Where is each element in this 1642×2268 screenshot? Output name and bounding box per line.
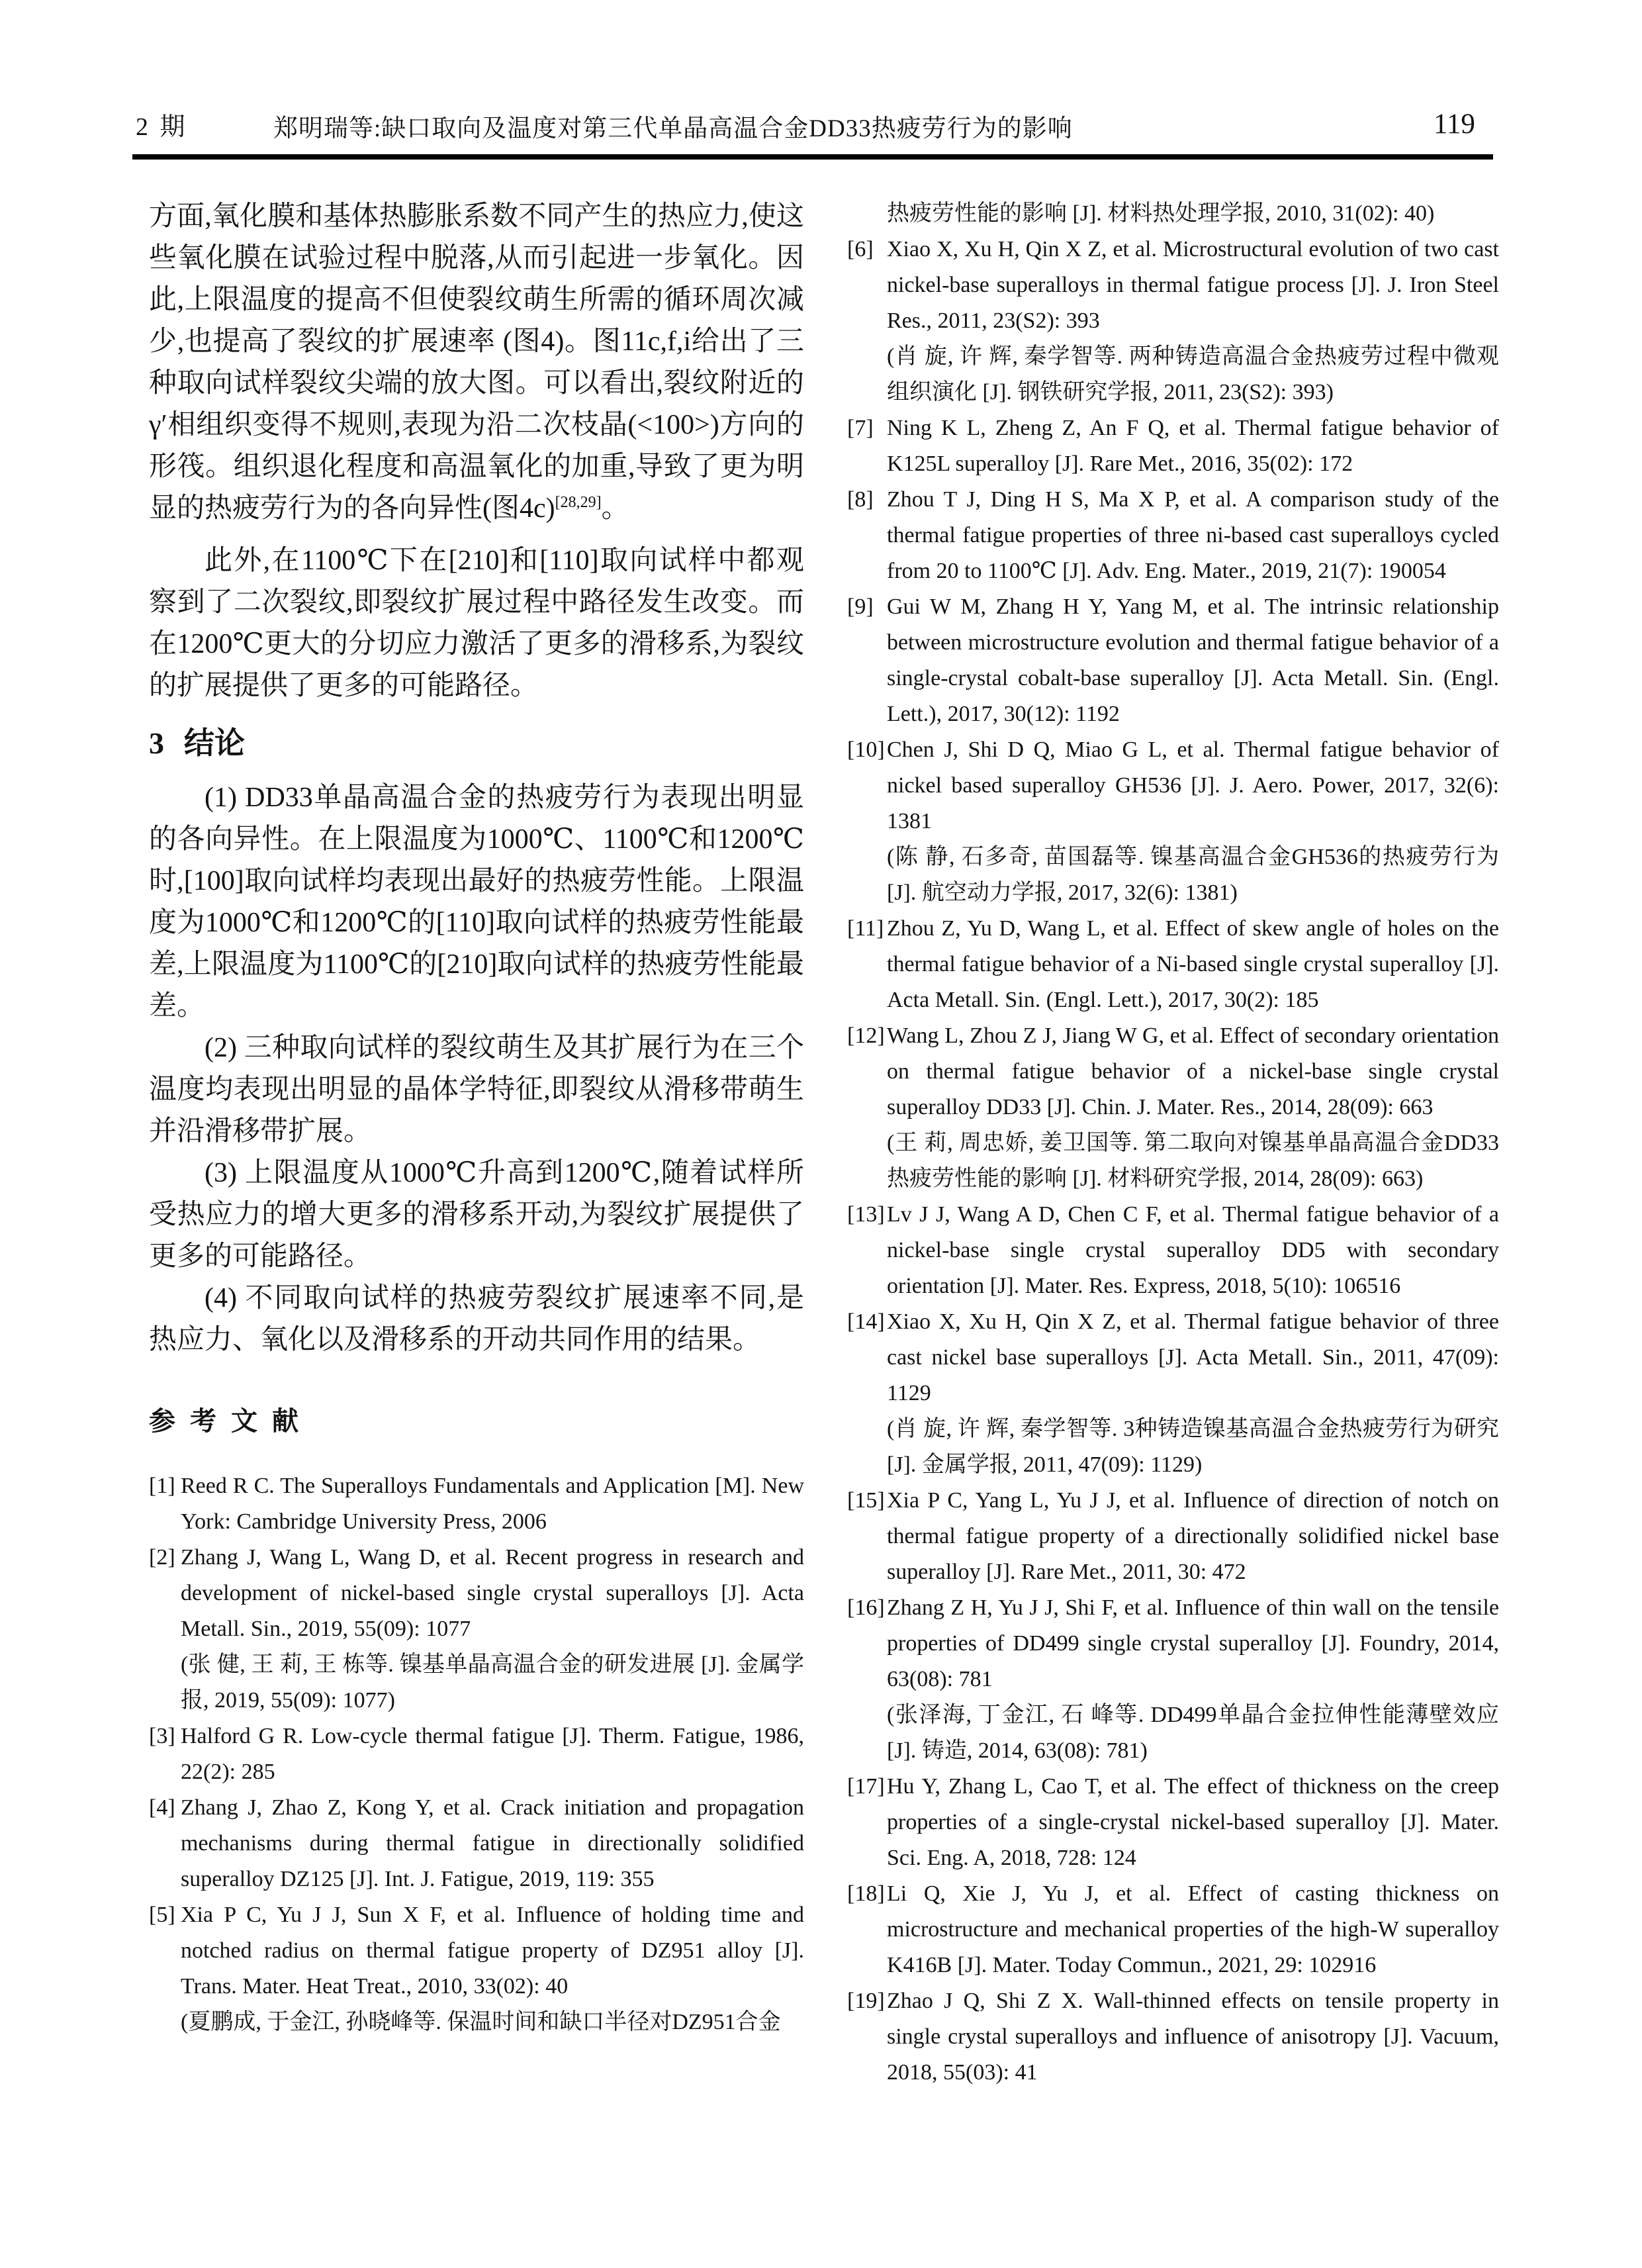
reference-label: [16] — [847, 1595, 885, 1620]
reference-item-12 — [847, 1018, 1499, 1197]
section-heading-conclusions — [149, 720, 804, 767]
conclusion-item-2: (2) 三种取向试样的裂纹萌生及其扩展行为在三个温度均表现出明显的晶体学特征,即裂纹从滑移带萌生并沿滑移带扩展。 — [149, 1033, 804, 1147]
reference-label: [11] — [847, 916, 884, 941]
reference-text-cn: (张泽海, 丁金江, 石 峰等. DD499单晶合金拉伸性能薄壁效应 [J]. 铸造, 2014, 63(08): 781) — [887, 1703, 1499, 1763]
reference-text: Zhao J Q, Shi Z X. Wall-thinned effects on tensile property in single crystal superalloys and influence of anisotropy [J]. Vacuum, 2018, 55(03): 41 — [887, 1989, 1499, 2085]
reference-text-cn: (夏鹏成, 于金江, 孙晓峰等. 保温时间和缺口半径对DZ951合金 — [181, 2010, 781, 2034]
body-paragraph-1 — [149, 196, 804, 530]
conclusion-item-4: (4) 不同取向试样的热疲劳裂纹扩展速率不同,是热应力、氧化以及滑移系的开动共同作用的结果。 — [149, 1283, 804, 1355]
reference-text: Reed R C. The Superalloys Fundamentals and Application [M]. New York: Cambridge University Press, 2006 — [181, 1474, 804, 1534]
reference-item-3 — [149, 1719, 804, 1790]
paragraph-1-ending: 。 — [601, 493, 629, 524]
reference-text: Lv J J, Wang A D, Chen C F, et al. Thermal fatigue behavior of a nickel-base single crystal superalloy DD5 with secondary orientation [J]. Mater. Res. Express, 2018, 5(10): 106516 — [887, 1202, 1499, 1298]
citation-superscript: [28,29] — [555, 494, 602, 511]
reference-item-4 — [149, 1790, 804, 1897]
reference-text: Zhang Z H, Yu J J, Shi F, et al. Influence of thin wall on the tensile properties of DD499 single crystal superalloy [J]. Foundry, 2014, 63(08): 781 — [887, 1595, 1499, 1691]
reference-text-cn: (肖 旋, 许 辉, 秦学智等. 两种铸造高温合金热疲劳过程中微观组织演化 [J]. 钢铁研究学报, 2011, 23(S2): 393) — [887, 344, 1499, 404]
left-column — [149, 196, 804, 2040]
reference-item-9 — [847, 589, 1499, 732]
reference-label: [3] — [149, 1724, 175, 1748]
reference-label: [13] — [847, 1202, 885, 1227]
conclusion-item-3: (3) 上限温度从1000℃升高到1200℃,随着试样所受热应力的增大更多的滑移系开动,为裂纹扩展提供了更多的可能路径。 — [149, 1158, 804, 1272]
reference-item-16 — [847, 1590, 1499, 1769]
reference-list-left — [149, 1468, 804, 2040]
reference-label: [5] — [149, 1903, 175, 1927]
reference-text-cn: (肖 旋, 许 辉, 秦学智等. 3种铸造镍基高温合金热疲劳行为研究 [J]. 金属学报, 2011, 47(09): 1129) — [887, 1417, 1499, 1477]
header-rule — [132, 154, 1493, 160]
reference-item-14 — [847, 1304, 1499, 1483]
reference-item-8 — [847, 482, 1499, 589]
reference-item-2 — [149, 1540, 804, 1719]
reference-item-7 — [847, 410, 1499, 482]
reference-text: Zhang J, Zhao Z, Kong Y, et al. Crack initiation and propagation mechanisms during thermal fatigue in directionally solidified superalloy DZ125 [J]. Int. J. Fatigue, 2019, 119: 355 — [181, 1795, 804, 1891]
references-heading: 参 考 文 献 — [149, 1406, 302, 1436]
reference-item-6 — [847, 232, 1499, 410]
reference-text: Hu Y, Zhang L, Cao T, et al. The effect of thickness on the creep properties of a single-crystal nickel-based superalloy [J]. Mater. Sci. Eng. A, 2018, 728: 124 — [887, 1774, 1499, 1870]
reference-label: [9] — [847, 594, 874, 619]
reference-text: Wang L, Zhou Z J, Jiang W G, et al. Effect of secondary orientation on thermal fatigue behavior of a nickel-base single crystal superalloy DD33 [J]. Chin. J. Mater. Res., 2014, 28(09): 663 — [887, 1023, 1499, 1119]
reference-item-18 — [847, 1876, 1499, 1983]
reference-5-continuation: 热疲劳性能的影响 [J]. 材料热处理学报, 2010, 31(02): 40) — [887, 201, 1435, 226]
body-paragraph-2: 此外,在1100℃下在[210]和[110]取向试样中都观察到了二次裂纹,即裂纹扩展过程中路径发生改变。而在1200℃更大的分切应力激活了更多的滑移系,为裂纹的扩展提供了更多的可能路径。 — [149, 545, 804, 701]
right-column — [847, 196, 1499, 2091]
reference-text-cn: (陈 静, 石多奇, 苗国磊等. 镍基高温合金GH536的热疲劳行为 [J]. 航空动力学报, 2017, 32(6): 1381) — [887, 845, 1499, 905]
section-number: 3 — [149, 726, 164, 760]
reference-label: [8] — [847, 487, 874, 512]
reference-label: [1] — [149, 1474, 175, 1498]
reference-text: Ning K L, Zheng Z, An F Q, et al. Thermal fatigue behavior of K125L superalloy [J]. Rare Met., 2016, 35(02): 172 — [887, 416, 1499, 476]
reference-label: [19] — [847, 1989, 885, 2013]
reference-label: [17] — [847, 1774, 885, 1799]
reference-label: [10] — [847, 737, 885, 762]
reference-text: Chen J, Shi D Q, Miao G L, et al. Thermal fatigue behavior of nickel based superalloy GH536 [J]. J. Aero. Power, 2017, 32(6): 1381 — [887, 737, 1499, 833]
reference-text: Gui W M, Zhang H Y, Yang M, et al. The intrinsic relationship between microstructure evolution and thermal fatigue behavior of a single-crystal cobalt-base superalloy [J]. Acta Metall. Sin. (Engl. Lett.), 2017, 30(12): 1192 — [887, 594, 1499, 726]
reference-text: Xiao X, Xu H, Qin X Z, et al. Thermal fatigue behavior of three cast nickel base superalloys [J]. Acta Metall. Sin., 2011, 47(09): 1129 — [887, 1309, 1499, 1405]
reference-item-17 — [847, 1769, 1499, 1876]
reference-label: [14] — [847, 1309, 885, 1334]
reference-label: [15] — [847, 1488, 885, 1513]
reference-label: [2] — [149, 1545, 175, 1570]
section-title: 结论 — [184, 726, 245, 760]
reference-text: Halford G R. Low-cycle thermal fatigue [J]. Therm. Fatigue, 1986, 22(2): 285 — [181, 1724, 804, 1784]
paragraph-1-text: 方面,氧化膜和基体热膨胀系数不同产生的热应力,使这些氧化膜在试验过程中脱落,从而引起进一步氧化。因此,上限温度的提高不但使裂纹萌生所需的循环周次减少,也提高了裂纹的扩展速率 (图4)。图11c,f,i给出了三种取向试样裂纹尖端的放大图。可以看出,裂纹附近的γ′相组织变得不规则,表现为沿二次枝晶(<100>)方向的形筏。组织退化程度和高温氧化的加重,导致了更为明显的热疲劳行为的各向异性(图4c) — [149, 201, 804, 524]
reference-item-1 — [149, 1468, 804, 1540]
reference-text-cn: (王 莉, 周忠娇, 姜卫国等. 第二取向对镍基单晶高温合金DD33热疲劳性能的影响 [J]. 材料研究学报, 2014, 28(09): 663) — [887, 1131, 1499, 1191]
reference-list-right — [847, 196, 1499, 2091]
reference-item-13 — [847, 1197, 1499, 1304]
header-issue-label: 2 期 — [136, 113, 188, 141]
header-running-title: 郑明瑞等:缺口取向及温度对第三代单晶高温合金DD33热疲劳行为的影响 — [273, 115, 1073, 142]
reference-text: Zhang J, Wang L, Wang D, et al. Recent progress in research and development of nickel-based single crystal superalloys [J]. Acta Metall. Sin., 2019, 55(09): 1077 — [181, 1545, 804, 1641]
reference-text-cn: (张 健, 王 莉, 王 栋等. 镍基单晶高温合金的研发进展 [J]. 金属学报, 2019, 55(09): 1077) — [181, 1652, 804, 1713]
header-page-number: 119 — [1434, 109, 1475, 140]
conclusion-item-1: (1) DD33单晶高温合金的热疲劳行为表现出明显的各向异性。在上限温度为1000℃、1100℃和1200℃时,[100]取向试样均表现出最好的热疲劳性能。上限温度为1000℃和1200℃的[110]取向试样的热疲劳性能最差,上限温度为1100℃的[210]取向试样的热疲劳性能最差。 — [149, 782, 804, 1021]
reference-label: [12] — [847, 1023, 885, 1048]
reference-item-5 — [149, 1897, 804, 2040]
reference-text: Li Q, Xie J, Yu J, et al. Effect of casting thickness on microstructure and mechanical properties of the high-W superalloy K416B [J]. Mater. Today Commun., 2021, 29: 102916 — [887, 1881, 1499, 1977]
reference-item-15 — [847, 1483, 1499, 1590]
reference-text: Xia P C, Yu J J, Sun X F, et al. Influence of holding time and notched radius on thermal fatigue property of DZ951 alloy [J]. Trans. Mater. Heat Treat., 2010, 33(02): 40 — [181, 1903, 804, 1999]
reference-text: Zhou T J, Ding H S, Ma X P, et al. A comparison study of the thermal fatigue properties of three ni-based cast superalloys cycled from 20 to 1100℃ [J]. Adv. Eng. Mater., 2019, 21(7): 190054 — [887, 487, 1499, 583]
reference-label: [18] — [847, 1881, 885, 1906]
reference-item-11 — [847, 911, 1499, 1018]
reference-text: Xiao X, Xu H, Qin X Z, et al. Microstructural evolution of two cast nickel-base superalloys in thermal fatigue process [J]. J. Iron Steel Res., 2011, 23(S2): 393 — [887, 237, 1499, 333]
reference-item-10 — [847, 732, 1499, 911]
reference-label: [7] — [847, 416, 874, 440]
reference-text: Xia P C, Yang L, Yu J J, et al. Influence of direction of notch on thermal fatigue property of a directionally solidified nickel base superalloy [J]. Rare Met., 2011, 30: 472 — [887, 1488, 1499, 1584]
reference-text: Zhou Z, Yu D, Wang L, et al. Effect of skew angle of holes on the thermal fatigue behavior of a Ni-based single crystal superalloy [J]. Acta Metall. Sin. (Engl. Lett.), 2017, 30(2): 185 — [887, 916, 1499, 1012]
reference-label: [4] — [149, 1795, 175, 1820]
reference-item-19 — [847, 1983, 1499, 2091]
reference-label: [6] — [847, 237, 874, 261]
